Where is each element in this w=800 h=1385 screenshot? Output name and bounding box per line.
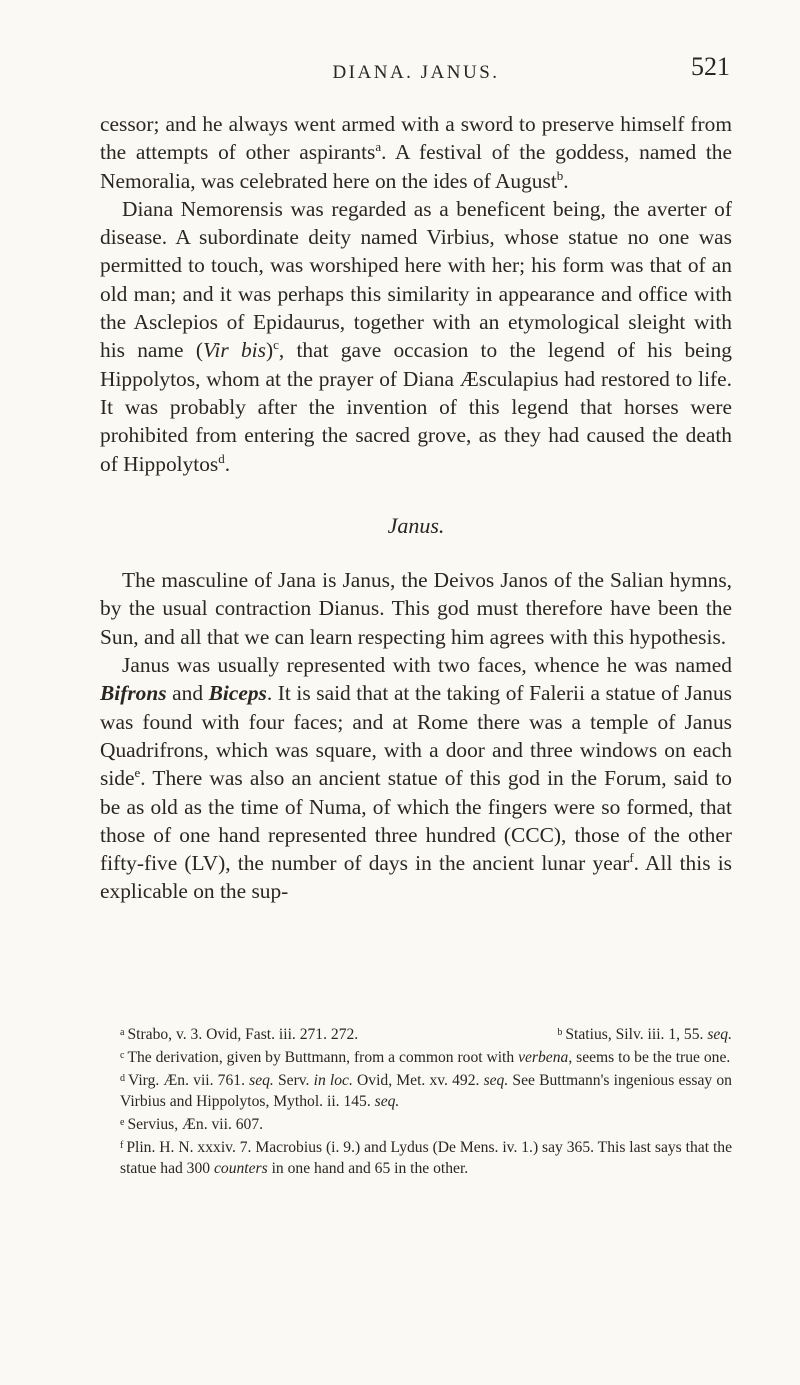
footnote-a	[120, 1022, 358, 1045]
footnote-text: Strabo, v. 3. Ovid, Fast. iii. 271. 272.	[127, 1026, 359, 1043]
footnote-text: in one hand and 65 in the other.	[267, 1160, 469, 1177]
footnote-text: , seems to be the true one.	[568, 1049, 731, 1066]
footnote-italic: seq.	[374, 1093, 400, 1110]
footnote-c	[100, 1045, 732, 1068]
text-run: and	[166, 681, 209, 706]
footnote-ref-a: a	[375, 139, 382, 155]
paragraph-1	[100, 110, 732, 195]
footnote-text: Statius, Silv. iii. 1, 55.	[565, 1026, 708, 1043]
footnote-italic: seq.	[707, 1026, 732, 1043]
footnote-text: Virg. Æn. vii. 761.	[128, 1072, 250, 1089]
footnote-italic: verbena	[518, 1049, 569, 1066]
footnote-e	[100, 1112, 732, 1135]
footnote-b	[557, 1022, 732, 1045]
text-run: .	[224, 451, 231, 476]
footnote-text: Plin. H. N. xxxiv. 7. Macrobius (i. 9.) and Lydus (De Mens. iv. 1.) say 365. This last says that the statue had 300	[120, 1139, 732, 1177]
footnote-ref-d: d	[218, 450, 225, 466]
footnote-ref-e: e	[134, 765, 141, 781]
footnote-text: The derivation, given by Buttmann, from a common root with	[127, 1049, 519, 1066]
footnote-marker: d	[120, 1073, 125, 1084]
running-title: DIANA. JANUS.	[332, 62, 500, 83]
footnote-ref-c: c	[273, 337, 279, 353]
footnote-text: See Buttmann's ingenious essay on Virbius and Hippolytos, Mythol. ii. 145.	[120, 1072, 732, 1110]
running-head	[100, 52, 732, 92]
text-run: . A festival of the goddess, named the Nemoralia, was celebrated here on the ides of August	[100, 140, 733, 193]
footnote-text: Ovid, Met. xv. 492.	[352, 1072, 484, 1089]
footnote-marker: c	[120, 1050, 125, 1061]
text-run: . All this is explicable on the sup-	[100, 851, 732, 904]
paragraph-3	[100, 566, 732, 651]
text-run: cessor; and he always went armed with a sword to preserve himself from the attempts of other aspirants	[100, 112, 732, 165]
footnote-text: Serv.	[273, 1072, 314, 1089]
main-text	[100, 110, 732, 906]
text-run: , that gave occasion to the legend of his being Hippolytos, whom at the prayer of Diana Æsculapius had restored to life. It was probably after the invention of this legend that horses were prohibited from entering the sacred grove, as they had caused the death of Hippolytos	[100, 338, 732, 476]
footnote-marker: f	[120, 1140, 124, 1151]
footnote-ref-b: b	[556, 167, 564, 183]
text-run: . It is said that at the taking of Falerii a statue of Janus was found with four faces; and at Rome there was a temple of Janus Quadrifrons, which was square, with a door and three windows on each side	[100, 681, 732, 791]
footnote-italic: counters	[213, 1160, 268, 1177]
paragraph-4	[100, 651, 732, 906]
footnote-marker: b	[557, 1027, 563, 1038]
emphasis-bifrons: Bifrons	[100, 681, 167, 706]
footnote-ref-f: f	[629, 850, 634, 866]
text-run: The masculine of Jana is Janus, the Deivos Janos of the Salian hymns, by the usual contraction Dianus. This god must therefore have been the Sun, and all that we can learn respecting him agrees with this hypothesis.	[100, 568, 732, 649]
footnote-row-ab	[100, 1022, 732, 1045]
footnote-marker: a	[120, 1027, 125, 1038]
text-run: .	[563, 168, 569, 193]
footnote-italic: in loc.	[313, 1072, 353, 1089]
italic-phrase: Vir bis	[202, 338, 266, 363]
text-run: Janus was usually represented with two faces, whence he was named	[122, 653, 732, 678]
text-run: )	[265, 338, 274, 363]
footnote-f	[100, 1135, 732, 1179]
text-run: Diana Nemorensis was regarded as a beneficent being, the averter of disease. A subordinate deity named Virbius, whose statue no one was permitted to touch, was worshiped here with her; his form was that of an old man; and it was perhaps this similarity in appearance and office with the Asclepios of Epidaurus, together with an etymological sleight with his name (	[100, 196, 732, 363]
emphasis-biceps: Biceps	[208, 681, 267, 706]
text-run: . There was also an ancient statue of this god in the Forum, said to be as old as the time of Numa, of which the fingers were so formed, that those of one hand represented three hundred (CCC), those of the other fifty-five (LV), the number of days in the ancient lunar year	[100, 766, 732, 876]
footnotes	[100, 1022, 732, 1179]
footnote-text: Servius, Æn. vii. 607.	[127, 1116, 264, 1133]
section-heading: Janus.	[387, 512, 445, 538]
footnote-marker: e	[120, 1117, 125, 1128]
footnote-italic: seq.	[249, 1072, 274, 1089]
footnote-d	[100, 1068, 732, 1112]
footnote-italic: seq.	[483, 1072, 509, 1089]
paragraph-2	[100, 195, 732, 478]
page-number: 521	[691, 52, 730, 81]
